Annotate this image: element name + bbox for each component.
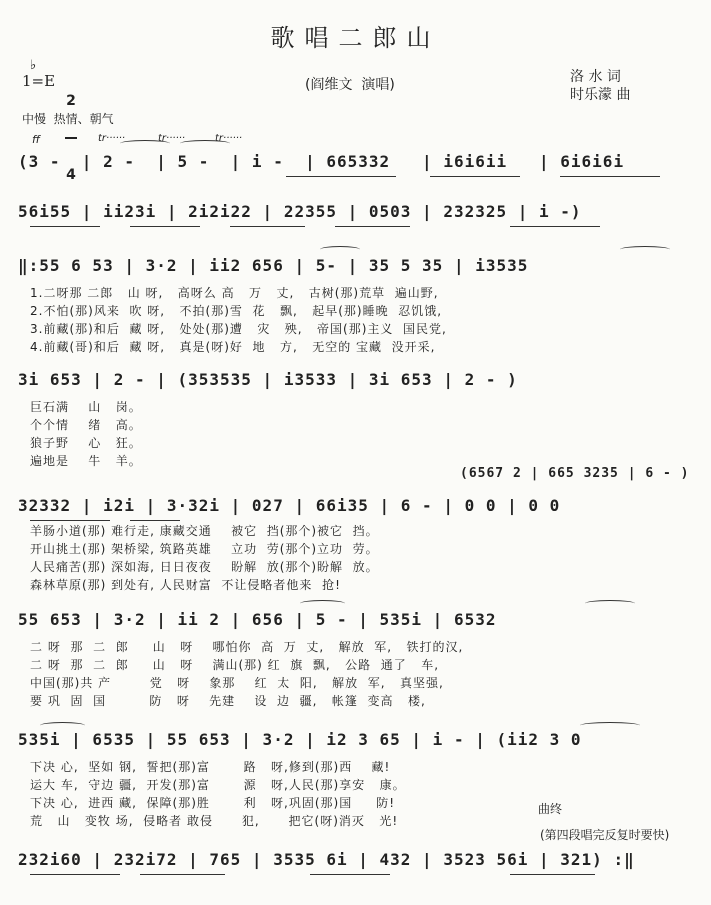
beam-underline [286,176,396,177]
lyrics-line: 下决 心, 坚如 钢, 誓把(那)富 路 呀,修到(那)西 藏! [30,760,391,774]
lyricist-credit: 洛 水 词 [570,69,621,85]
composer-credit: 时乐濛 曲 [570,87,631,103]
beam-underline [430,176,520,177]
beam-underline [310,874,390,875]
trill-mark: tr······ [98,133,126,144]
beam-underline [510,874,595,875]
lyrics-line: 1.二呀那 二郎 山 呀, 高呀么 高 万 丈, 古树(那)荒草 遍山野, [30,286,439,300]
end-mark: 曲终 [538,802,563,816]
lyrics-line: 二 呀 那 二 郎 山 呀 满山(那) 红 旗 飘, 公路 通了 车, [30,658,440,672]
notation-line: 32332 | i2i | 3·32i | 027 | 66i35 | 6 - | 0 0 | 0 0 [18,496,561,515]
tempo-marking: 中慢 热情、朝气 [22,112,114,126]
lyrics-line: 开山挑土(那) 架桥梁, 筑路英雄 立功 劳(那个)立功 劳。 [30,542,379,556]
slur-mark [585,600,635,607]
lyrics-line: 下决 心, 进西 藏, 保障(那)胜 利 呀,巩固(那)国 防! [30,796,396,810]
notation-line: (3 - | 2 - | 5 - | i - | 665332 | i6i6ii | 6i6i6i [18,152,625,171]
flat-sign: ♭ [30,58,37,73]
lyrics-line: 人民痛苦(那) 深如海, 日日夜夜 盼解 放(那个)盼解 放。 [30,560,379,574]
notation-line: 56i55 | ii23i | 2i2i22 | 22355 | 0503 | 232325 | i -) [18,202,582,221]
beam-underline [335,226,410,227]
lyrics-line: 运大 车, 守边 疆, 开发(那)富 源 呀,人民(那)享安 康。 [30,778,406,792]
slur-mark [300,600,345,607]
lyrics-line: 巨石满 山 岗。 [30,400,142,414]
lyrics-line: 遍地是 牛 羊。 [30,454,142,468]
slur-mark [620,246,670,253]
lyrics-line: 个个情 绪 高。 [30,418,142,432]
time-signature: 2 4 [66,93,76,183]
beam-underline [560,176,660,177]
lyrics-line: 2.不怕(那)风来 吹 呀, 不拍(那)雪 花 飘, 起早(那)睡晚 忍饥饿, [30,304,443,318]
notation-line: 3i 653 | 2 - | (353535 | i3533 | 3i 653 | 2 - ) [18,370,518,389]
repeat-note: (第四段唱完反复时要快) [540,828,670,842]
lyrics-line: 3.前藏(那)和后 藏 呀, 处处(那)遭 灾 殃, 帝国(那)主义 国民党, [30,322,447,336]
slur-mark [180,140,230,147]
beam-underline [30,874,120,875]
slur-mark [320,246,360,253]
notation-line: ‖:55 6 53 | 3·2 | ii2 656 | 5- | 35 5 35 | i3535 [18,256,529,275]
beam-underline [130,226,200,227]
slur-mark [40,722,85,729]
lyrics-line: 二 呀 那 二 郎 山 呀 哪怕你 高 万 丈, 解放 军, 铁打的汉, [30,640,464,654]
key-signature: ♭ 1=E [22,58,56,90]
singer-credit: (阎维文 演唱) [305,77,395,93]
lyrics-line: 4.前藏(哥)和后 藏 呀, 真是(呀)好 地 方, 无空的 宝藏 没开采, [30,340,436,354]
notation-line: (6567 2 | 665 3235 | 6 - ) [460,466,690,481]
dynamics-marking: ff [32,133,40,146]
slur-mark [580,722,640,729]
lyrics-line: 狼子野 心 狂。 [30,436,142,450]
beam-underline [30,226,100,227]
slur-mark [120,140,170,147]
song-title: 歌唱二郎山 [270,24,441,52]
beam-underline [30,520,110,521]
trill-mark: tr······ [158,133,186,144]
beam-underline [510,226,600,227]
notation-line: 535i | 6535 | 55 653 | 3·2 | i2 3 65 | i - | (ii2 3 0 [18,730,582,749]
lyrics-line: 森林草原(那) 到处有, 人民财富 不让侵略者他来 抢! [30,578,341,592]
lyrics-line: 要 巩 固 国 防 呀 先建 设 边 疆, 帐篷 变高 楼, [30,694,426,708]
beam-underline [130,520,180,521]
notation-line: 55 653 | 3·2 | ii 2 | 656 | 5 - | 535i | 6532 [18,610,497,629]
notation-line: 232i60 | 232i72 | 765 | 3535 6i | 432 | 3523 56i | 321) :‖ [18,850,635,869]
trill-mark: tr······ [215,133,243,144]
lyrics-line: 荒 山 变牧 场, 侵略者 敢侵 犯, 把它(呀)消灭 光! [30,814,399,828]
lyrics-line: 羊肠小道(那) 难行走, 康藏交通 被它 挡(那个)被它 挡。 [30,524,379,538]
beam-underline [140,874,225,875]
beam-underline [230,226,305,227]
lyrics-line: 中国(那)共 产 党 呀 象那 红 太 阳, 解放 军, 真坚强, [30,676,444,690]
